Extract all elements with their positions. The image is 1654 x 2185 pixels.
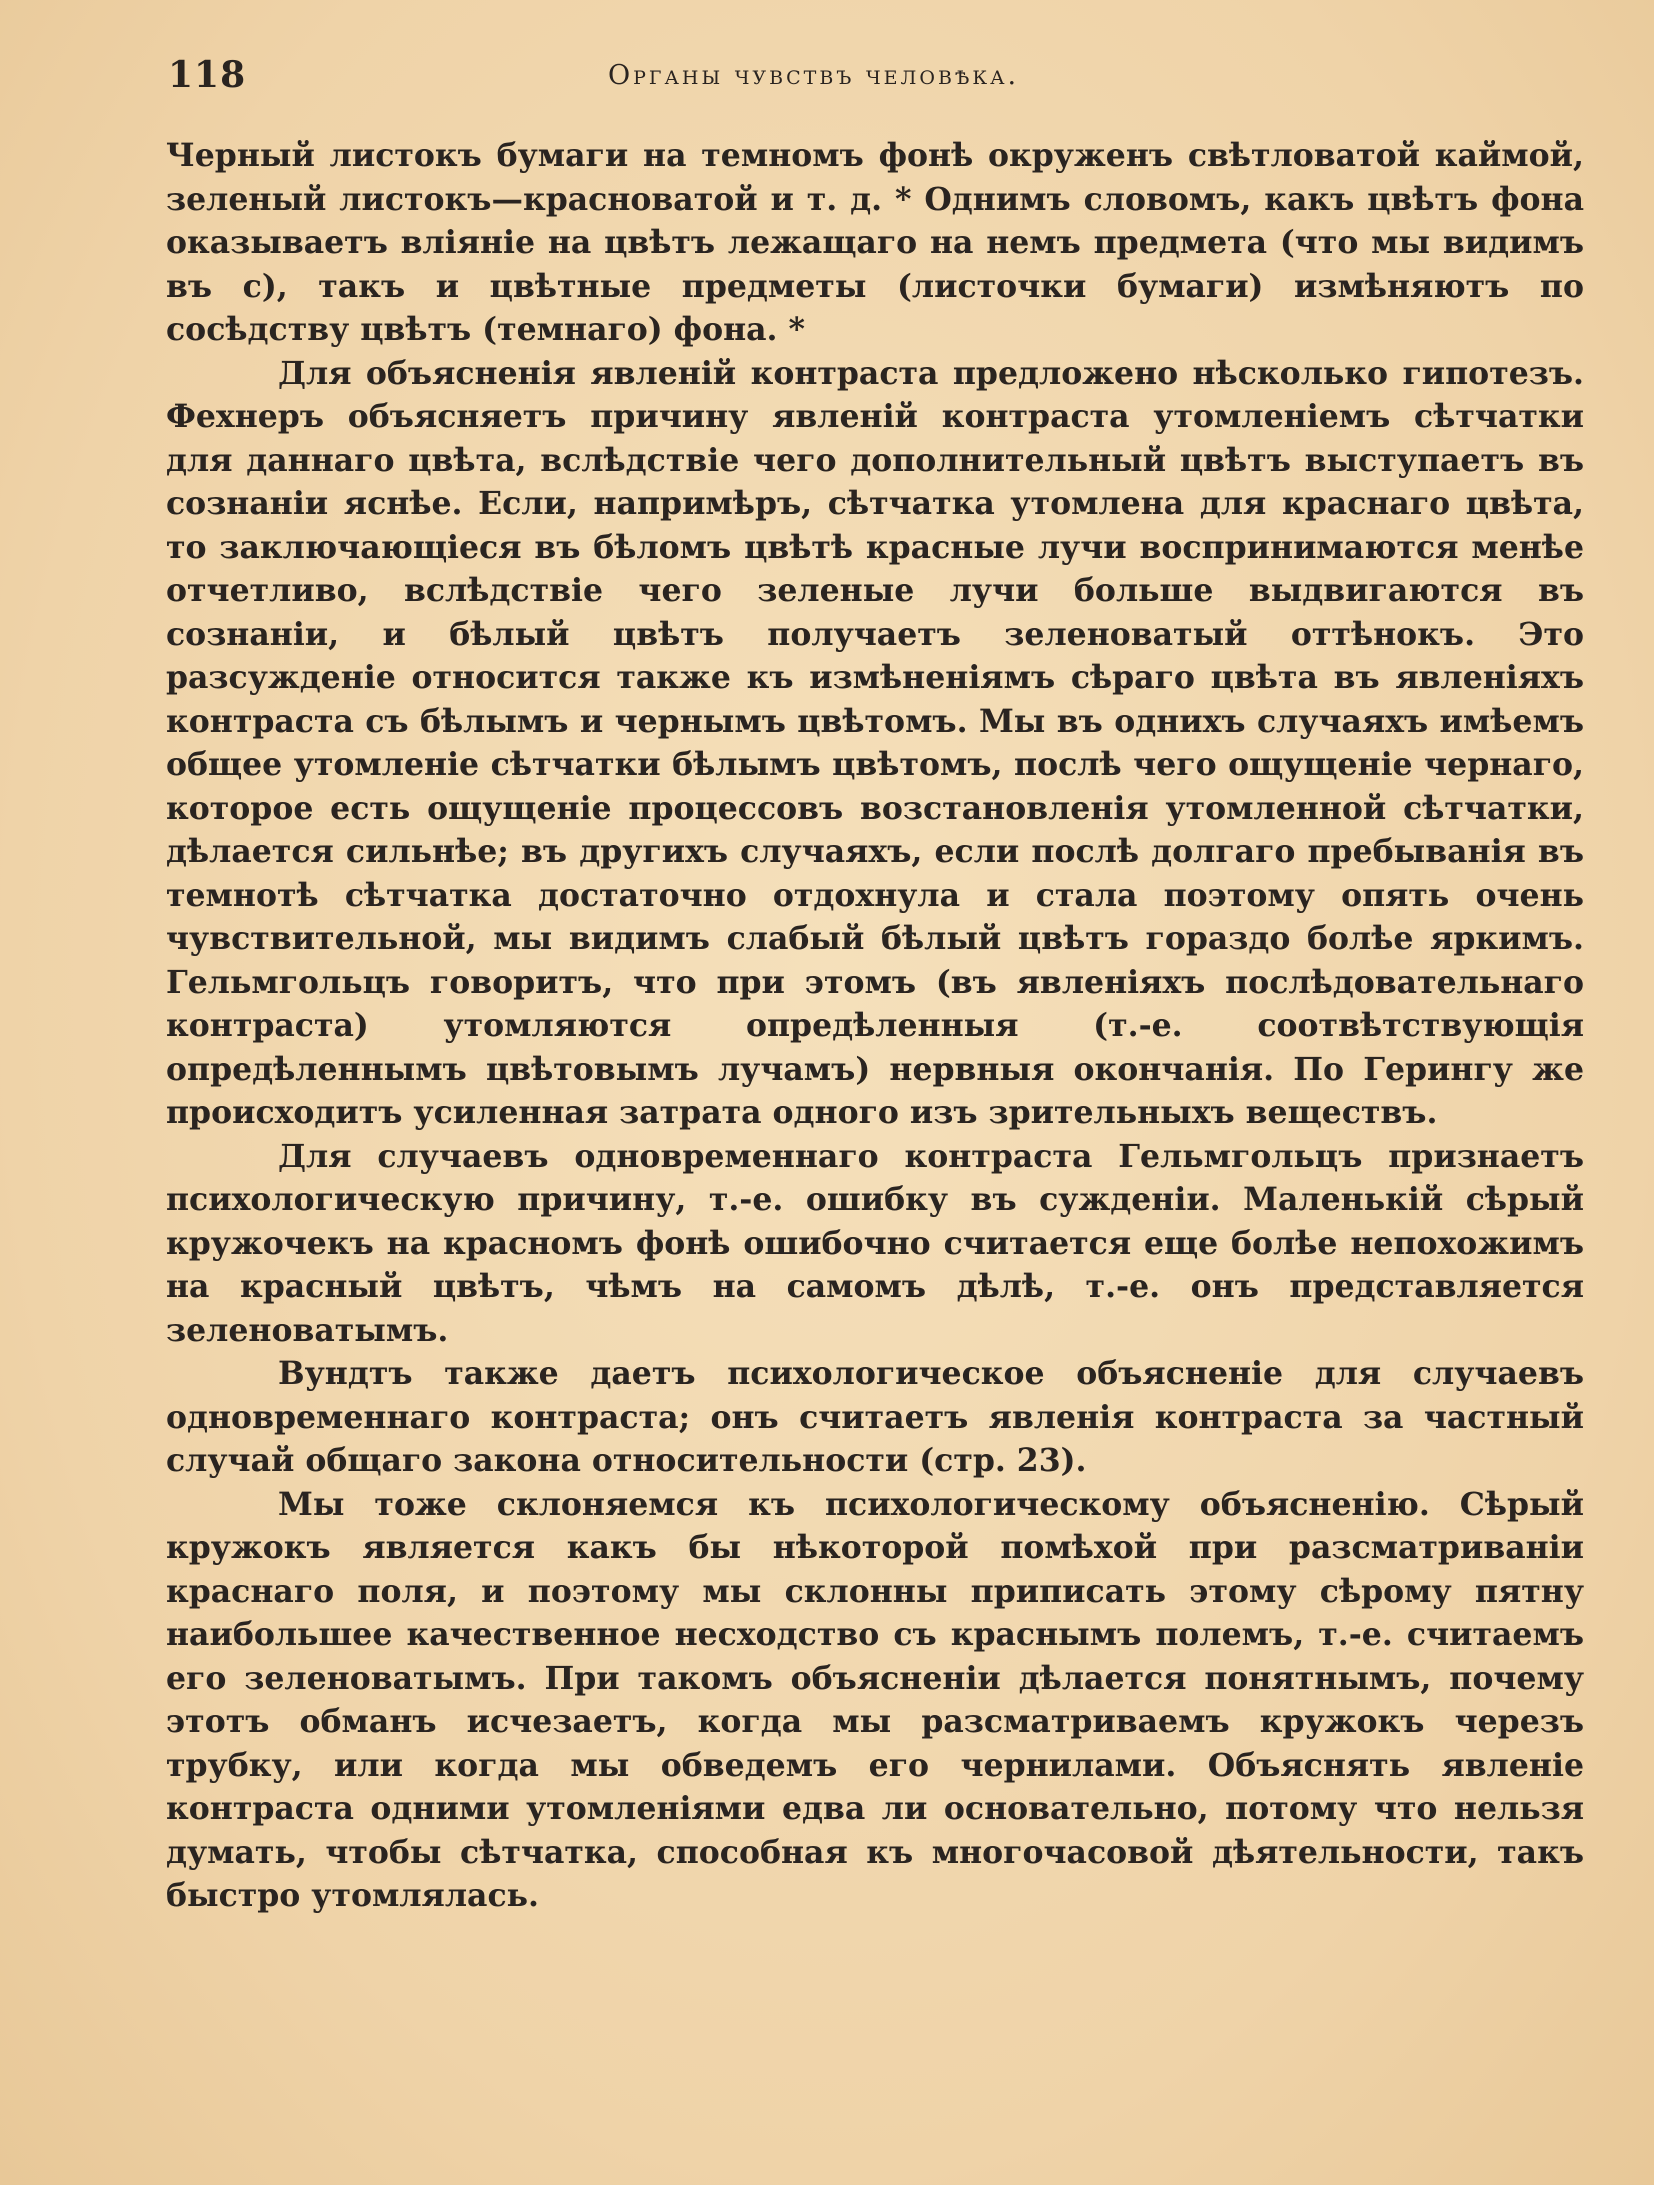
page-number: 118 xyxy=(168,54,247,96)
running-title: Органы чувствъ человѣка. xyxy=(608,60,1020,91)
paragraph: Для случаевъ одновременнаго контраста Гельмгольцъ признаетъ психологическую причину, т.-е. ошибку въ сужденіи. Маленькій сѣрый кружочекъ на красномъ фонѣ ошибочно считается еще болѣе непохожимъ на красный цвѣтъ, чѣмъ на самомъ дѣлѣ, т.-е. онъ представляется зеленоватымъ. xyxy=(166,1137,1584,1349)
body-text xyxy=(166,134,1584,1918)
paragraph: Вундтъ также даетъ психологическое объясненіе для случаевъ одновременнаго контраста; онъ считаетъ явленія контраста за частный случай общаго закона относительности (стр. 23). xyxy=(166,1355,1584,1479)
page-header xyxy=(168,54,1494,104)
paragraph: Для объясненія явленій контраста предложено нѣсколько гипотезъ. Фехнеръ объясняетъ причину явленій контраста утомленіемъ сѣтчатки для даннаго цвѣта, вслѣдствіе чего дополнительный цвѣтъ выступаетъ въ сознаніи яснѣе. Если, напримѣръ, сѣтчатка утомлена для краснаго цвѣта, то заключающіеся въ бѣломъ цвѣтѣ красные лучи воспринимаются менѣе отчетливо, вслѣдствіе чего зеленые лучи больше выдвигаются въ сознаніи, и бѣлый цвѣтъ получаетъ зеленоватый оттѣнокъ. Это разсужденіе относится также къ измѣненіямъ сѣраго цвѣта въ явленіяхъ контраста съ бѣлымъ и чернымъ цвѣтомъ. Мы въ однихъ случаяхъ имѣемъ общее утомленіе сѣтчатки бѣлымъ цвѣтомъ, послѣ чего ощущеніе чернаго, которое есть ощущеніе процессовъ возстановленія утомленной сѣтчатки, дѣлается сильнѣе; въ другихъ случаяхъ, если послѣ долгаго пребыванія въ темнотѣ сѣтчатка достаточно отдохнула и стала поэтому опять очень чувствительной, мы видимъ слабый бѣлый цвѣтъ гораздо болѣе яркимъ. Гельмгольцъ говоритъ, что при этомъ (въ явленіяхъ послѣдовательнаго контраста) утомляются опредѣленныя (т.-е. соотвѣтствующія опредѣленнымъ цвѣтовымъ лучамъ) нервныя окончанія. По Герингу же происходитъ усиленная затрата одного изъ зрительныхъ веществъ. xyxy=(166,354,1584,1131)
paragraph: Черный листокъ бумаги на темномъ фонѣ окруженъ свѣтловатой каймой, зеленый листокъ—красноватой и т. д. * Однимъ словомъ, какъ цвѣтъ фона оказываетъ вліяніе на цвѣтъ лежащаго на немъ предмета (что мы видимъ въ с), такъ и цвѣтные предметы (листочки бумаги) измѣняютъ по сосѣдству цвѣтъ (темнаго) фона. * xyxy=(166,137,1584,348)
paragraph: Мы тоже склоняемся къ психологическому объясненію. Сѣрый кружокъ является какъ бы нѣкоторой помѣхой при разсматриваніи краснаго поля, и поэтому мы склонны приписать этому сѣрому пятну наибольшее качественное несходство съ краснымъ полемъ, т.-е. считаемъ его зеленоватымъ. При такомъ объясненіи дѣлается понятнымъ, почему этотъ обманъ исчезаетъ, когда мы разсматриваемъ кружокъ черезъ трубку, или когда мы обведемъ его чернилами. Объяснять явленіе контраста одними утомленіями едва ли основательно, потому что нельзя думать, чтобы сѣтчатка, способная къ многочасовой дѣятельности, такъ быстро утомлялась. xyxy=(166,1485,1584,1914)
